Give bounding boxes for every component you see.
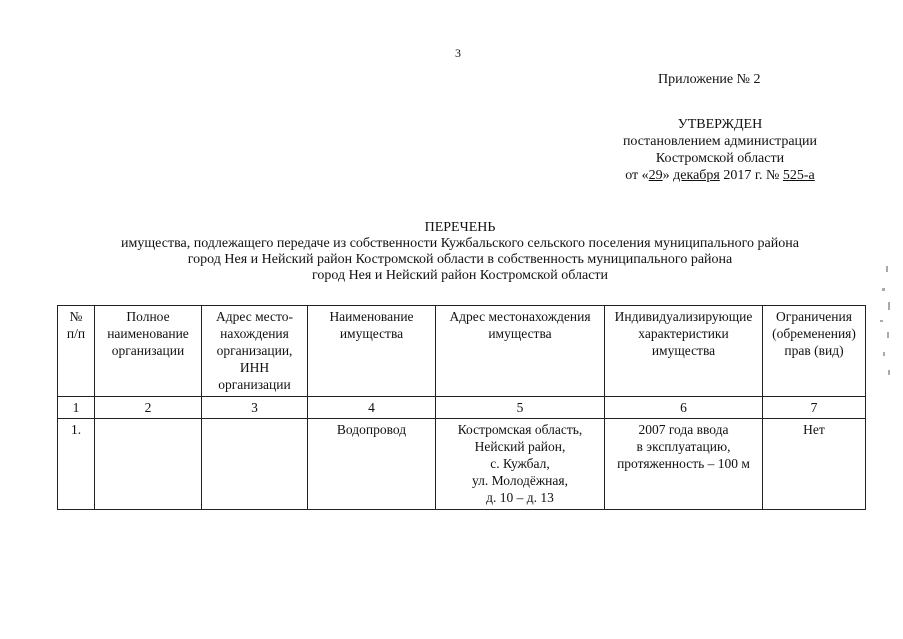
property-table [57, 305, 866, 510]
column-number: 1 [58, 397, 95, 419]
row-address: Костромская область, Нейский район, с. Кужбал, ул. Молодёжная, д. 10 – д. 13 [436, 419, 605, 510]
approval-line-2: Костромской области [655, 151, 785, 166]
title-line-3: город Нея и Нейский район Костромской области [311, 268, 609, 283]
approval-heading: УТВЕРЖДЕН [677, 117, 763, 132]
approval-mid-2: 2017 г. № [719, 168, 783, 183]
approval-date-line [590, 167, 850, 184]
header-cell-num: № п/п [58, 306, 95, 397]
column-number: 6 [605, 397, 763, 419]
title-line-1: имущества, подлежащего передаче из собственности Кужбальского сельского поселения муниципального района [121, 236, 799, 251]
column-number: 4 [308, 397, 436, 419]
column-number-row [58, 397, 866, 419]
title-heading: ПЕРЕЧЕНЬ [424, 220, 496, 235]
approval-day: 29 [648, 168, 663, 183]
document-title [60, 220, 860, 284]
scan-artifacts [876, 262, 896, 382]
table-row [58, 419, 866, 510]
approval-month: декабря [673, 168, 720, 183]
header-cell-restrictions: Ограничения (обременения) прав (вид) [763, 306, 866, 397]
appendix-label: Приложение № 2 [658, 72, 761, 87]
approval-number: 525-а [782, 168, 815, 183]
approval-mid-1: » [662, 168, 674, 183]
table-header-row [58, 306, 866, 397]
row-number: 1. [58, 419, 95, 510]
row-property: Водопровод [308, 419, 436, 510]
approval-prefix: от « [625, 168, 649, 183]
row-org-name [95, 419, 202, 510]
title-line-2: город Нея и Нейский район Костромской области в собственность муниципального района [187, 252, 733, 267]
header-cell-address: Адрес местонахождения имущества [436, 306, 605, 397]
header-cell-property: Наименование имущества [308, 306, 436, 397]
row-restrictions: Нет [763, 419, 866, 510]
approval-block [590, 116, 850, 184]
row-org-address [202, 419, 308, 510]
header-cell-org-name: Полное наименование организации [95, 306, 202, 397]
column-number: 3 [202, 397, 308, 419]
page-number: 3 [455, 46, 461, 60]
header-cell-characteristics: Индивидуализирующие характеристики имущества [605, 306, 763, 397]
header-cell-org-address: Адрес место- нахождения организации, ИНН организации [202, 306, 308, 397]
column-number: 2 [95, 397, 202, 419]
approval-line-1: постановлением администрации [622, 134, 818, 149]
row-characteristics: 2007 года ввода в эксплуатацию, протяженность – 100 м [605, 419, 763, 510]
column-number: 5 [436, 397, 605, 419]
column-number: 7 [763, 397, 866, 419]
